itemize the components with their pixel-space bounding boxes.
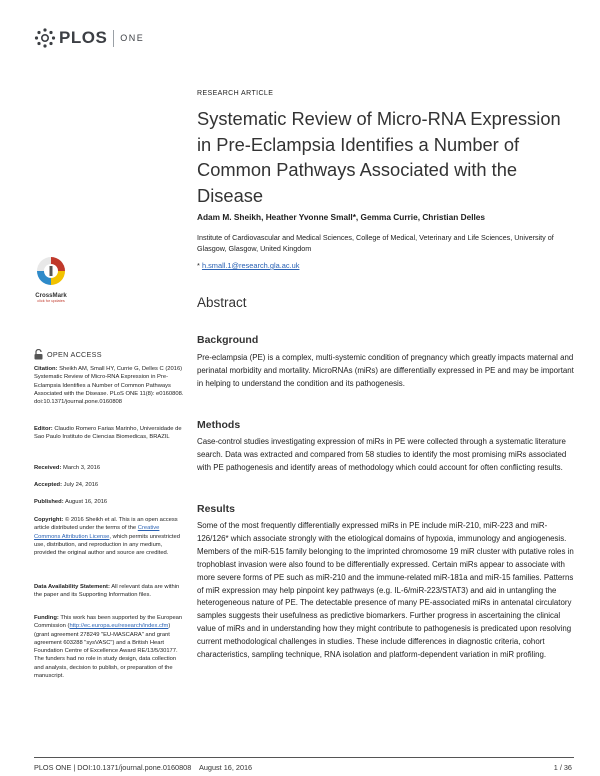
logo-separator: [113, 30, 114, 47]
copyright-text: © 2016 Sheikh et al. This is an open access article distributed under the terms of the: [34, 517, 178, 532]
citation-text: Sheikh AM, Small HY, Currie G, Delles C (2016) Systematic Review of Micro-RNA Expression in Pre-Eclampsia Identifies a Number of Common Pathways Associated with the Disease. PLoS ONE 11(8): e0160808. doi:10.1371/journal.pone.0160808: [34, 366, 184, 406]
editor-block: [34, 425, 184, 442]
crossmark-badge[interactable]: [34, 256, 68, 303]
published-date: August 16, 2016: [64, 499, 108, 505]
received-date: March 3, 2016: [63, 465, 101, 471]
methods-heading: Methods: [197, 419, 241, 431]
background-paragraph: Pre-eclampsia (PE) is a complex, multi-systemic condition of pregnancy which greatly impacts maternal and perinatal morbidity and mortality. MicroRNAs (miRs) are differentially expressed in PE and may be important in helping to understand the condition and its pathogenesis.: [197, 353, 574, 388]
author-list: Adam M. Sheikh, Heather Yvonne Small*, Gemma Currie, Christian Delles: [197, 212, 486, 222]
crossmark-label: CrossMark: [35, 292, 67, 299]
correspondence: [197, 261, 572, 270]
citation-block: [34, 365, 184, 406]
editor-label: Editor:: [34, 426, 53, 432]
logo-plos-text: PLOS: [59, 28, 108, 47]
open-access-badge: [34, 349, 102, 360]
accepted-date: July 24, 2016: [63, 482, 99, 488]
accepted-label: Accepted:: [34, 482, 63, 488]
results-heading: Results: [197, 503, 235, 515]
editor-text: Claudio Romero Farias Marinho, Universidade de Sao Paulo Instituto de Ciencias Biomedicas, BRAZIL: [34, 426, 182, 441]
funding-link[interactable]: http://ec.europa.eu/research/index.cfm: [69, 623, 169, 630]
open-lock-icon: [34, 349, 43, 360]
crossmark-icon: [36, 256, 66, 286]
data-availability-text: All relevant data are within the paper and its Supporting Information files.: [34, 584, 180, 599]
crossmark-sublabel: click for updates: [37, 299, 65, 303]
results-paragraph: Some of the most frequently differentially expressed miRs in PE include miR-210, miR-223 and miR-126/126* which associate strongly with the etiological domains of hypoxia, immunology and angiogenesis. Members of the miR-515 family belonging to the imprinted chromosome 19 miR cluster with putative roles in trophoblast invasion were also found to be differentially expressed. Certain miRs appear to associate with more severe forms of PE such as miR-210 and the immune-related miR-181a and miR-15 families. Patterns of miR expression may help pinpoint key pathways (e.g. IL-6/miR-223/STAT3) and aid in untangling the heterogeneous nature of PE. The detectable presence of many PE-associated miRs in antenatal circulatory samples suggests their usefulness as predictive biomarkers. Further progress in ascertaining the clinical value of miRs and in understanding how they might contribute to pathogenesis is predicated upon resolving current methodological challenges in studies. These include differences in diagnostic criteria, cohort characteristics, sampling technique, RNA isolation and platform-dependent variation in miR profiling.: [197, 521, 574, 660]
copyright-label: Copyright:: [34, 517, 64, 523]
received-label: Received:: [34, 465, 62, 471]
article-type-label: RESEARCH ARTICLE: [197, 90, 274, 97]
affiliation: Institute of Cardiovascular and Medical Sciences, College of Medical, Veterinary and Life Sciences, University of Glasgow, Glasgow, United Kingdom: [197, 233, 554, 253]
funding-block: [34, 614, 184, 680]
correspondence-email-link[interactable]: h.small.1@research.gla.ac.uk: [201, 261, 300, 270]
published-block: [34, 498, 184, 506]
accepted-block: [34, 481, 184, 489]
copyright-block: [34, 516, 184, 557]
citation-label: Citation:: [34, 366, 58, 372]
copyright-text-post: , which permits unrestricted use, distribution, and reproduction in any medium, provided the original author and source are credited.: [34, 533, 180, 557]
footer-citation: PLOS ONE | DOI:10.1371/journal.pone.0160808 August 16, 2016: [34, 763, 253, 772]
funding-label: Funding:: [34, 615, 59, 621]
cc-license-link[interactable]: Creative Commons Attribution License: [34, 525, 160, 540]
plos-one-logo[interactable]: [34, 27, 144, 49]
plos-dots-icon: [34, 27, 56, 49]
logo-journal-name: ONE: [120, 33, 145, 43]
published-label: Published:: [34, 499, 64, 505]
footer-divider: [34, 757, 574, 758]
article-title: Systematic Review of Micro-RNA Expression in Pre-Eclampsia Identifies a Number of Common Pathways Associated with the Disease: [197, 108, 561, 206]
abstract-heading: Abstract: [197, 295, 247, 310]
open-access-label: OPEN ACCESS: [47, 350, 102, 359]
background-heading: Background: [197, 334, 259, 346]
data-availability-label: Data Availability Statement:: [34, 584, 110, 590]
data-availability-block: [34, 583, 184, 600]
page-number: 1 / 36: [553, 763, 572, 772]
funding-text: This work has been supported by the European Commission (: [34, 615, 183, 630]
funding-text-post: ) (grant agreement 278249 "EU-MASCARA" and grant agreement 603288 "sysVASC") and a British Heart Foundation Centre of Excellence Award RE/13/5/30177. The funders had no role in study design, data collection and analysis, decision to publish, or preparation of the manuscript.: [34, 623, 178, 680]
methods-paragraph: Case-control studies investigating expression of miRs in PE were collected through a systematic literature search. Data was extracted and compared from 58 studies to identify the most promising miRs associated with PE pathogenesis and identify areas of methodology which could account for often conflicting results.: [197, 437, 567, 472]
received-block: [34, 464, 184, 472]
correspondence-marker: *: [197, 261, 200, 270]
